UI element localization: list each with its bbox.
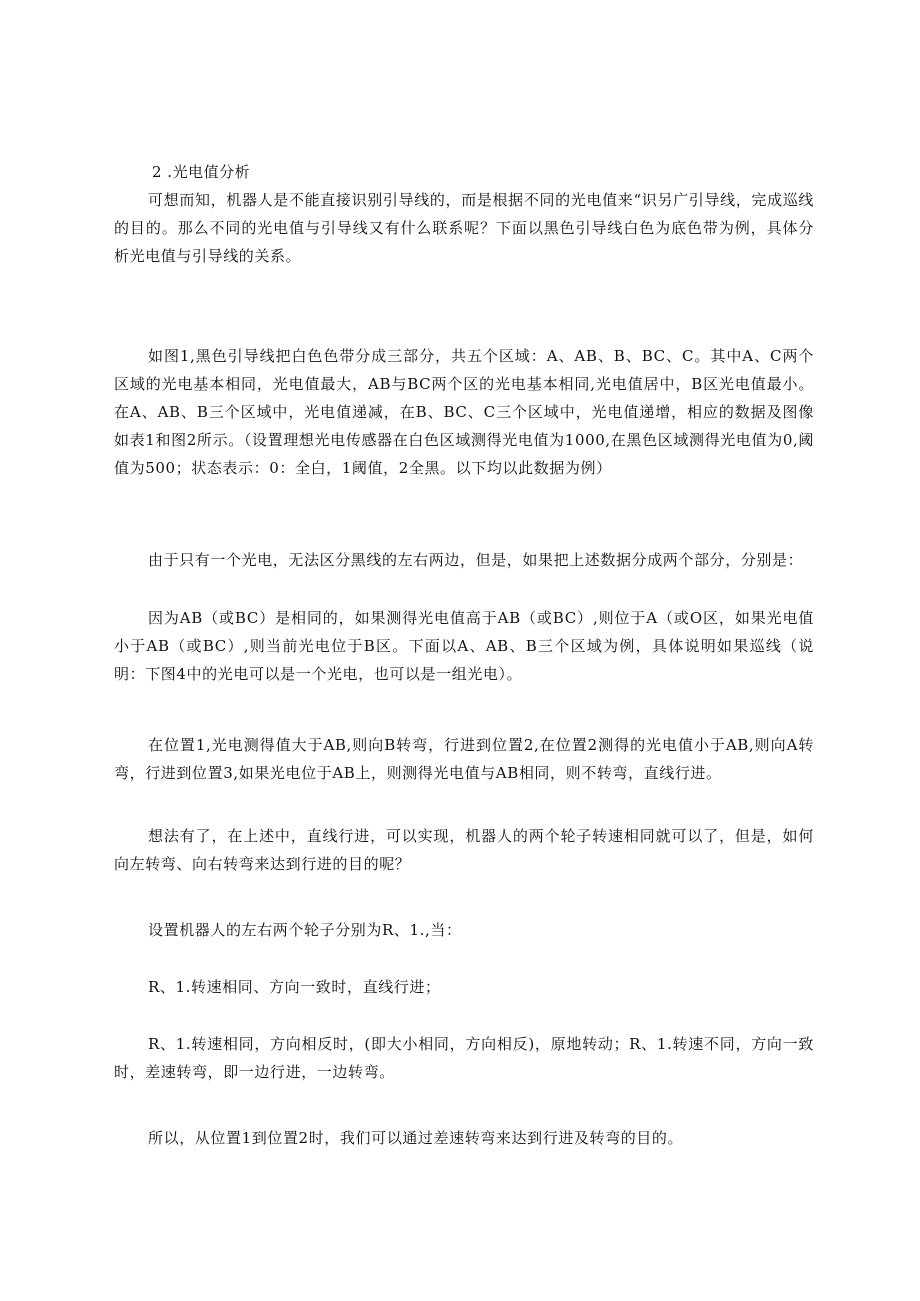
paragraph-straight-rule: R、1.转速相同、方向一致时，直线行进； <box>148 978 441 996</box>
paragraph-region-logic: 因为AB（或BC）是相同的，如果测得光电值高于AB（或BC）,则位于A（或O区，如果光电值小于AB（或BC）,则当前光电位于B区。下面以A、AB、B三个区域为例，具体说明如果巡线（说明：下图4中的光电可以是一个光电，也可以是一组光电）。 <box>114 609 814 683</box>
paragraph-turning-question: 想法有了，在上述中，直线行进，可以实现，机器人的两个轮子转速相同就可以了，但是，如何向左转弯、向右转弯来达到行进的目的呢？ <box>114 827 814 873</box>
paragraph-conclusion: 所以，从位置1到位置2时，我们可以通过差速转弯来达到行进及转弯的目的。 <box>148 1129 684 1147</box>
paragraph-regions: 如图1,黑色引导线把白色色带分成三部分，共五个区域：A、AB、B、BC、C。其中A、C两个区域的光电基本相同，光电值最大，AB与BC两个区的光电基本相同,光电值居中，B区光电值最小。在A、AB、B三个区域中，光电值递减，在B、BC、C三个区域中，光电值递增，相应的数据及图像如表1和图2所示。（设置理想光电传感器在白色区域测得光电值为1000,在黑色区域测得光电值为0,阈值为500；状态表示：0：全白，1阈值，2全黑。以下均以此数据为例） <box>114 347 814 477</box>
section-heading: 2 .光电值分析 <box>152 163 251 181</box>
paragraph-positions: 在位置1,光电测得值大于AB,则向B转弯，行进到位置2,在位置2测得的光电值小于AB,则向A转弯，行进到位置3,如果光电位于AB上，则测得光电值与AB相同，则不转弯，直线行进。 <box>114 736 814 782</box>
paragraph-turn-rules: R、1.转速相同，方向相反时，(即大小相同，方向相反)，原地转动；R、1.转速不同，方向一致时，差速转弯，即一边行进，一边转弯。 <box>114 1035 814 1081</box>
paragraph-wheel-setup: 设置机器人的左右两个轮子分别为R、1.,当： <box>148 921 462 939</box>
paragraph-single-sensor: 由于只有一个光电，无法区分黑线的左右两边，但是，如果把上述数据分成两个部分，分别是： <box>148 551 804 569</box>
paragraph-intro: 可想而知，机器人是不能直接识别引导线的，而是根据不同的光电值来“识另广引导线，完成巡线的目的。那么不同的光电值与引导线又有什么联系呢？下面以黑色引导线白色为底色带为例，具体分析光电值与引导线的关系。 <box>114 191 814 265</box>
